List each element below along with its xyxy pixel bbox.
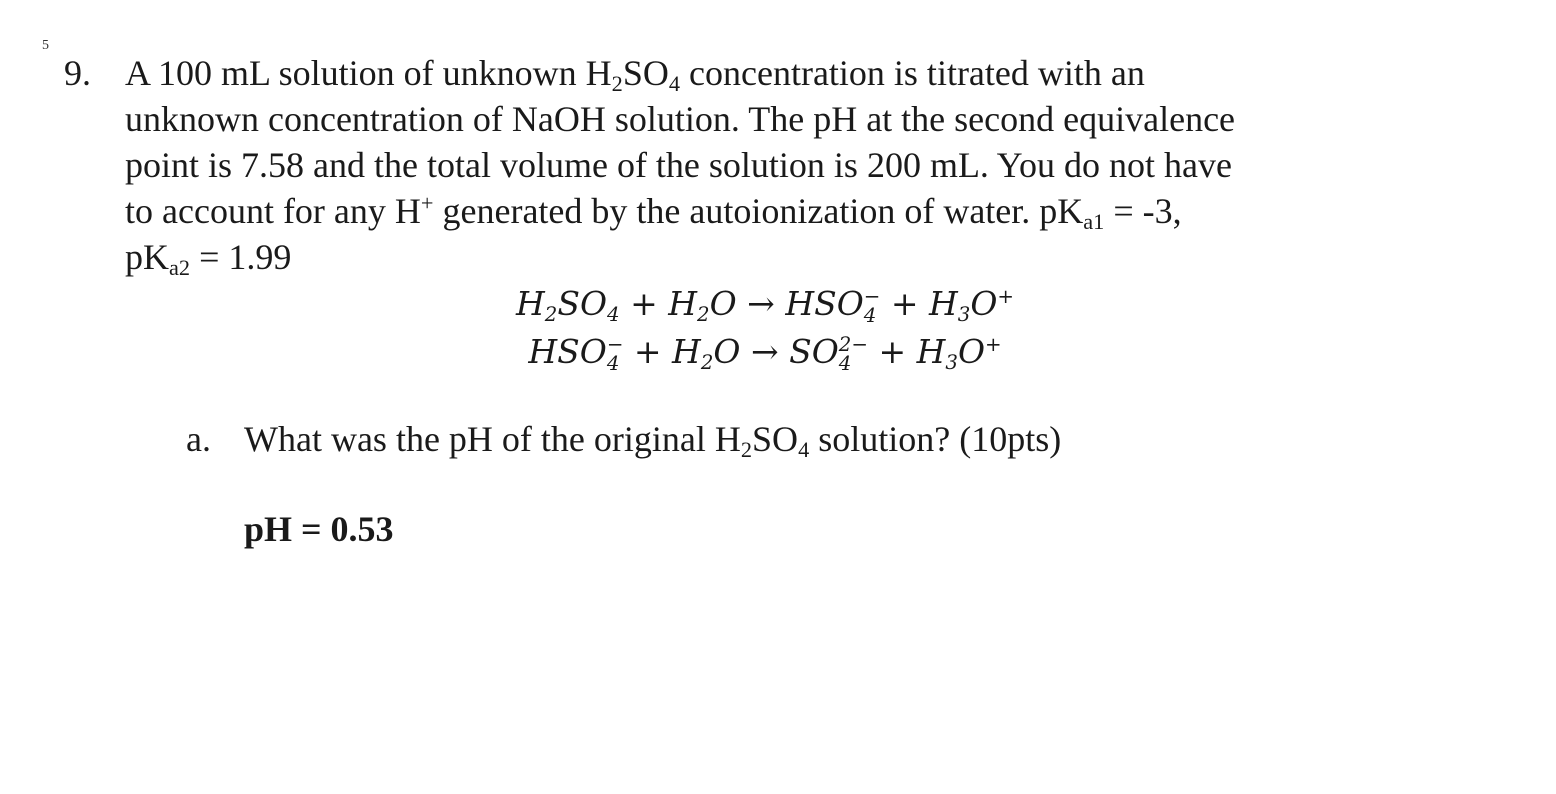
part-a-question: What was the pH of the original $H_2SO_4$ solution? (10pts) [244, 419, 1062, 463]
question-line-2: unknown concentration of NaOH solution. The pH at the second equivalence [125, 99, 1236, 139]
corner-mark: 5 [42, 38, 49, 53]
question-line-3: point is 7.58 and the total volume of the solution is 200 mL. You do not have [125, 145, 1232, 185]
question-line-1: A 100 mL solution of unknown $H_2SO_4$ concentration is titrated with an [125, 53, 1145, 97]
part-a-letter: a. [186, 419, 211, 459]
question-text [125, 50, 1455, 280]
question-line-4: to account for any H+ generated by the autoionization of water. $pK_{a1} = -3$, [125, 190, 1182, 235]
equation-2: HSO − 4 + $H_2O$ → SO 2− 4 + $H_3O^+$ [528, 332, 1002, 375]
answer-ph: pH = 0.53 [244, 509, 394, 549]
reaction-equations [0, 280, 1530, 376]
equation-1: $H_2SO_4 + H_2O$ → HSO − 4 + $H_3O^+$ [515, 284, 1014, 327]
question-line-5: $pK_{a2} = 1.99$ [125, 237, 292, 281]
question-number: 9. [64, 53, 91, 93]
